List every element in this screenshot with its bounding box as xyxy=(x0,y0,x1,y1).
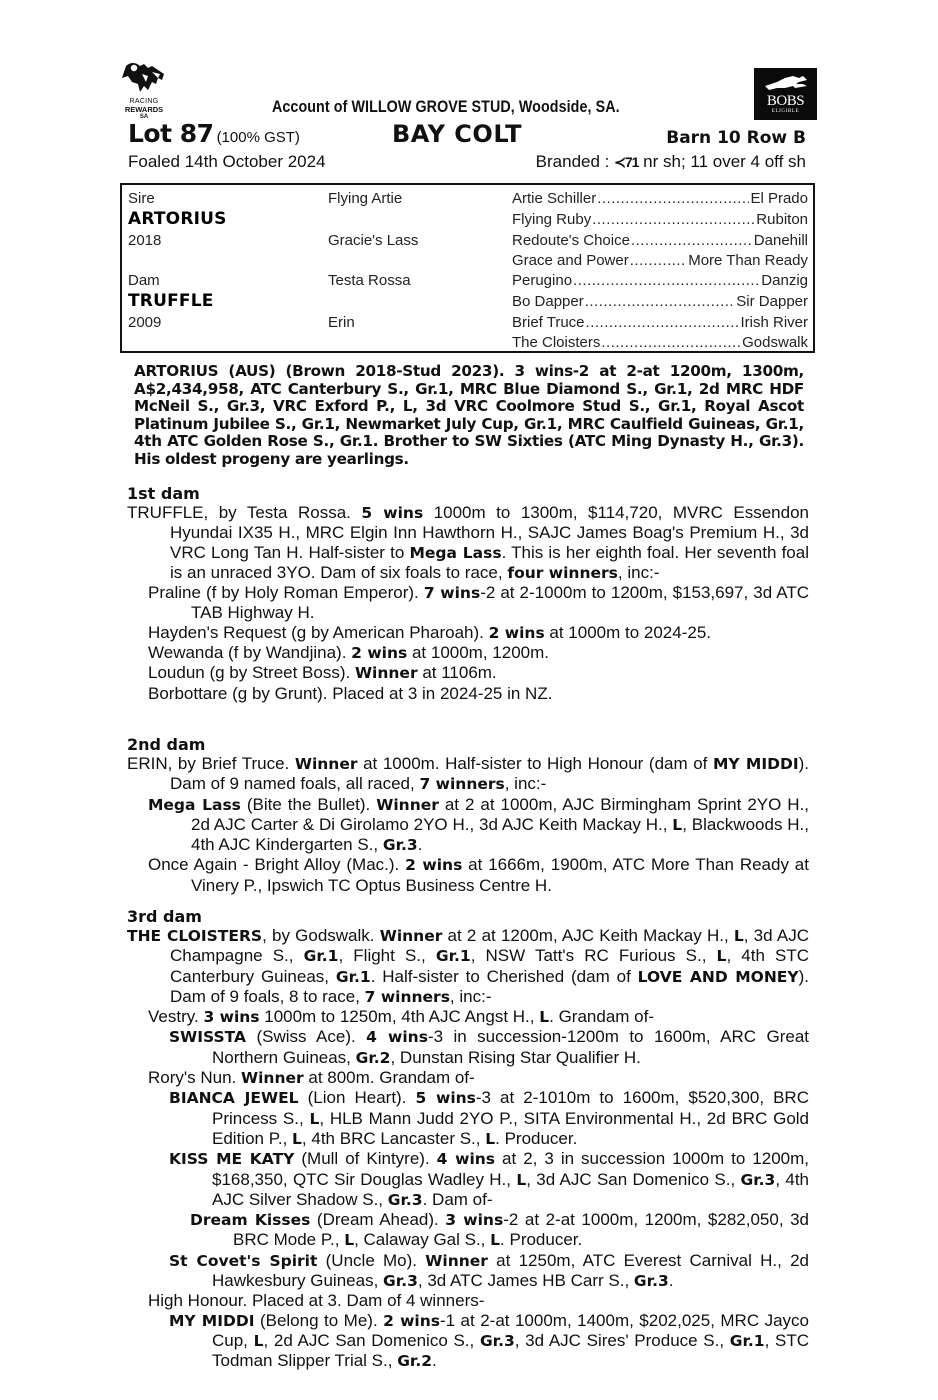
logo-text-sa: SA xyxy=(139,114,149,120)
bold-text: L xyxy=(716,947,727,966)
text: Rory's Nun. xyxy=(148,1068,241,1088)
bold-text: Gr.3 xyxy=(383,1272,418,1291)
bold-text: Gr.3 xyxy=(387,1190,423,1209)
text: , 3d ATC James HB Carr S., xyxy=(417,1271,634,1291)
bold-text: Winner xyxy=(354,664,418,683)
bold-text: 7 winners xyxy=(419,775,505,794)
text: , inc:- xyxy=(617,562,660,582)
bold-text: Gr.3 xyxy=(479,1331,515,1350)
second-dam-section xyxy=(127,735,809,895)
text: . Half-sister to Cherished (dam of xyxy=(370,966,638,986)
vendor-account: Account of WILLOW GROVE STUD, Woodside, SA. xyxy=(272,97,620,116)
text: . Producer. xyxy=(495,1128,578,1148)
section-body xyxy=(127,926,809,1372)
brand-mark: ≺71 xyxy=(614,154,639,170)
text: . xyxy=(417,835,423,855)
leader-dots xyxy=(631,232,753,249)
text: at 1250m, ATC Everest Carnival H., 2d Hawkesbury Guineas, xyxy=(212,1250,809,1291)
text: , 4th AJC Silver Shadow S., xyxy=(212,1169,809,1209)
text: Vestry. xyxy=(148,1007,204,1027)
gen3-sire: Godswalk xyxy=(742,334,808,351)
text: -2 at 2-1000m to 1200m, $153,697, 3d ATC TAB Highway H. xyxy=(191,583,810,623)
text: , 3d AJC Sires' Produce S., xyxy=(514,1330,730,1350)
eligible-text: ELIGIBLE xyxy=(771,109,800,114)
bold-text: Gr.1 xyxy=(303,947,339,966)
text: (Dream Ahead). xyxy=(310,1210,446,1230)
bold-text: St Covet's Spirit xyxy=(169,1251,318,1270)
text: -2 at 2-at 1000m, 1200m, $282,050, 3d BRC Mode P., xyxy=(233,1210,810,1250)
text: , Dunstan Rising Star Qualifier H. xyxy=(390,1047,641,1067)
branded-label: Branded : xyxy=(535,152,615,171)
gen3-row xyxy=(512,314,808,331)
bold-text: L xyxy=(733,927,744,945)
text: (Uncle Mo). xyxy=(317,1250,426,1270)
text: , by Godswalk. xyxy=(262,926,380,945)
leader-dots xyxy=(573,272,760,289)
gen3-horse: Bo Dapper xyxy=(512,293,584,310)
bold-text: Dream Kisses xyxy=(190,1211,311,1230)
bobs-text: BOBS xyxy=(766,93,805,109)
pedigree-paragraph xyxy=(127,926,809,1007)
bold-text: MY MIDDI xyxy=(169,1311,255,1330)
foaled-date: Foaled 14th October 2024 xyxy=(128,152,326,171)
text: Borbottare (g by Grunt). Placed at 3 in 2024-25 in NZ. xyxy=(148,683,553,703)
jockey-horse-icon xyxy=(118,60,170,98)
gen3-horse: Artie Schiller xyxy=(512,190,597,207)
barn-location: Barn 10 Row B xyxy=(666,128,806,148)
text: , 4th BRC Lancaster S., xyxy=(301,1128,486,1148)
text: at 800m. Grandam of- xyxy=(303,1068,475,1088)
bold-text: BIANCA JEWEL xyxy=(169,1089,299,1108)
text: . xyxy=(432,1351,437,1371)
text: , 2d AJC San Domenico S., xyxy=(263,1330,480,1350)
sire-label: Sire xyxy=(128,190,155,207)
text: . This is her eighth foal. Her seventh foal is an unraced 3YO. Dam of six foals to race, xyxy=(170,542,809,582)
bold-text: Gr.2 xyxy=(355,1048,391,1067)
section-title: 1st dam xyxy=(127,484,200,503)
text: Once Again - Bright Alloy (Mac.). xyxy=(148,855,406,875)
text: . Dam of- xyxy=(422,1189,493,1209)
text: , NSW Tatt's RC Furious S., xyxy=(470,946,717,966)
bold-text: THE CLOISTERS xyxy=(127,927,263,945)
pedigree-paragraph xyxy=(127,623,809,643)
text: . Producer. xyxy=(500,1230,583,1250)
gen2-dam-dam: Erin xyxy=(328,314,355,331)
gen3-row xyxy=(512,232,808,249)
bold-text: Winner xyxy=(241,1069,304,1088)
text: 1000m to 1250m, 4th AJC Angst H., xyxy=(259,1007,540,1027)
text: 1000m to 1300m, $114,720, MVRC Essendon Hyundai IX35 H., MRC Elgin Inn Hawthorn H., SAJC James Boag's Premium H., 3d VRC Long Tan H. Half-sister to xyxy=(170,503,810,562)
gen3-row xyxy=(512,272,808,289)
text: . Grandam of- xyxy=(549,1007,654,1027)
text: -3 at 2-1010m to 1600m, $520,300, BRC Princess S., xyxy=(212,1088,809,1128)
text: , 4th STC Canterbury Guineas, xyxy=(170,946,809,986)
pedigree-paragraph xyxy=(127,754,809,795)
leader-dots xyxy=(597,190,749,207)
bold-text: L xyxy=(672,815,683,834)
pedigree-paragraph xyxy=(127,1251,809,1292)
bold-text: L xyxy=(309,1109,320,1128)
bold-text: Gr.1 xyxy=(729,1331,765,1350)
section-body xyxy=(127,503,809,703)
text: , STC Todman Slipper Trial S., xyxy=(212,1330,809,1371)
text: , Calaway Gal S., xyxy=(354,1230,491,1250)
sire-year: 2018 xyxy=(128,232,162,249)
text: Hayden's Request (g by American Pharoah). xyxy=(148,622,489,642)
bold-text: four winners xyxy=(507,563,618,582)
text: -1 at 2-at 1000m, 1400m, $202,025, MRC Jayco Cup, xyxy=(212,1310,809,1350)
bold-text: 7 winners xyxy=(364,987,450,1006)
text: , 3d AJC Champagne S., xyxy=(170,926,809,966)
gen3-sire: Danehill xyxy=(753,232,808,249)
pedigree-paragraph xyxy=(127,1149,809,1210)
bold-text: 7 wins xyxy=(423,584,481,603)
gen3-sire: More Than Ready xyxy=(688,252,808,269)
bold-text: Gr.1 xyxy=(435,947,471,966)
bold-text: Gr.3 xyxy=(740,1170,776,1189)
bold-text: 2 wins xyxy=(351,644,408,663)
text: at 2 at 1000m, AJC Birmingham Sprint 2YO H., 2d AJC Carter & Di Girolamo 2YO H., 3d AJC Keith Mackay H., xyxy=(191,794,810,834)
text: (Mull of Kintyre). xyxy=(294,1149,437,1169)
bold-text: 3 wins xyxy=(445,1211,504,1230)
racing-rewards-logo xyxy=(114,60,174,126)
bold-text: Gr.3 xyxy=(633,1272,669,1291)
gen3-horse: Perugino xyxy=(512,272,573,289)
text: , HLB Mann Judd 2YO P., SITA Environmental H., 2d BRC Gold Edition P., xyxy=(212,1108,810,1148)
pedigree-paragraph xyxy=(127,1027,809,1068)
first-dam-section xyxy=(127,484,809,703)
bold-text: Gr.2 xyxy=(397,1352,433,1371)
text: -3 in succession-1200m to 1600m, ARC Great Northern Guineas, xyxy=(212,1027,809,1067)
text: ). Dam of 9 named foals, all raced, xyxy=(170,754,809,794)
text: , Flight S., xyxy=(338,946,436,966)
text: at 2, 3 in succession 1000m to 1200m, $168,350, QTC Sir Douglas Wadley H., xyxy=(212,1149,809,1189)
text: , Blackwoods H., 4th AJC Kindergarten S., xyxy=(191,814,809,855)
bold-text: Winner xyxy=(294,755,358,773)
pedigree-paragraph xyxy=(127,643,809,663)
text: at 2 at 1200m, AJC Keith Mackay H., xyxy=(442,926,734,945)
text: ). Dam of 9 foals, 8 to race, xyxy=(170,966,809,1006)
bold-text: Winner xyxy=(379,927,443,945)
bold-text: Mega Lass xyxy=(148,795,241,814)
gen2-sire-sire: Flying Artie xyxy=(328,190,403,207)
text: (Lion Heart). xyxy=(298,1088,416,1108)
bold-text: 2 wins xyxy=(405,856,463,875)
bold-text: 2 wins xyxy=(488,623,545,642)
bold-text: SWISSTA xyxy=(169,1028,247,1047)
gen3-horse: Grace and Power xyxy=(512,252,629,269)
bold-text: L xyxy=(516,1170,527,1189)
bold-text: KISS ME KATY xyxy=(169,1150,295,1169)
text: , inc:- xyxy=(504,774,547,794)
gen3-horse: Flying Ruby xyxy=(512,211,592,228)
bold-text: L xyxy=(292,1129,302,1148)
gen3-sire: Danzig xyxy=(761,272,808,289)
pedigree-paragraph xyxy=(127,663,809,683)
bold-text: L xyxy=(490,1231,501,1250)
text: TRUFFLE, by Testa Rossa. xyxy=(127,503,362,522)
gen3-row xyxy=(512,293,808,310)
leader-dots xyxy=(586,314,740,331)
bold-text: L xyxy=(253,1331,264,1350)
pedigree-paragraph xyxy=(127,503,809,583)
dam-name: TRUFFLE xyxy=(128,291,214,311)
gen2-dam-sire: Testa Rossa xyxy=(328,272,411,289)
pedigree-paragraph xyxy=(127,1311,809,1372)
gen3-horse: The Cloisters xyxy=(512,334,601,351)
text: at 1666m, 1900m, ATC More Than Ready at Vinery P., Ipswich TC Optus Business Centre H. xyxy=(191,855,809,895)
sire-name: ARTORIUS xyxy=(128,209,227,229)
text: ERIN, by Brief Truce. xyxy=(127,754,295,773)
pedigree-table xyxy=(120,183,815,353)
gen3-row xyxy=(512,252,808,269)
horse-head-icon xyxy=(763,74,809,92)
section-title: 3rd dam xyxy=(127,907,202,926)
gen3-row xyxy=(512,211,808,228)
bold-text: Gr.1 xyxy=(335,967,371,986)
text: , inc:- xyxy=(449,986,492,1006)
text: (Swiss Ace). xyxy=(246,1027,367,1047)
leader-dots xyxy=(585,293,736,310)
branded-info xyxy=(536,152,806,172)
leader-dots xyxy=(592,211,755,228)
pedigree-paragraph xyxy=(127,1291,809,1310)
dam-year: 2009 xyxy=(128,314,162,331)
bold-text: L xyxy=(539,1008,550,1027)
gen3-sire: Sir Dapper xyxy=(736,293,808,310)
gen3-row xyxy=(512,334,808,351)
bold-text: MY MIDDI xyxy=(713,755,799,773)
gen3-row xyxy=(512,190,808,207)
sire-summary: ARTORIUS (AUS) (Brown 2018-Stud 2023). 3 wins-2 at 2-at 1200m, 1300m, A$2,434,958, ATC Canterbury S., Gr.1, MRC Blue Diamond S., Gr.1, 2d MRC HDF McNeil S., Gr.3, VRC Exford P., L, 3d VRC Coolmore Stud S., Gr.1, Royal Ascot Platinum Jubilee S., Gr.1, Newmarket July Cup, Gr.1, MRC Caulfield Guineas, Gr.1, 4th ATC Golden Rose S., Gr.1. Brother to SW Sixties (ATC Ming Dynasty H., Gr.3). His oldest progeny are yearlings. xyxy=(134,362,804,468)
sex-colour: BAY COLT xyxy=(392,120,523,148)
text: at 1106m. xyxy=(417,663,497,683)
text: Loudun (g by Street Boss). xyxy=(148,663,355,683)
section-title: 2nd dam xyxy=(127,735,206,754)
bobs-eligible-logo xyxy=(754,68,817,120)
lot-number: Lot 87 xyxy=(128,119,214,148)
gen3-horse: Brief Truce xyxy=(512,314,585,331)
gen3-sire: Irish River xyxy=(740,314,808,331)
logo-text-rewards: REWARDS xyxy=(124,105,164,114)
bold-text: 4 wins xyxy=(366,1028,428,1047)
bold-text: Gr.3 xyxy=(382,836,418,855)
text: High Honour. Placed at 3. Dam of 4 winners- xyxy=(148,1291,485,1311)
pedigree-paragraph xyxy=(127,795,809,856)
text: , 3d AJC San Domenico S., xyxy=(526,1169,741,1189)
bold-text: 5 wins xyxy=(361,504,424,522)
section-body xyxy=(127,754,809,895)
pedigree-paragraph xyxy=(127,855,809,895)
gst-note: (100% GST) xyxy=(216,129,300,146)
lot-heading xyxy=(128,119,300,148)
gen3-sire: El Prado xyxy=(750,190,808,207)
pedigree-paragraph xyxy=(127,684,809,703)
bold-text: 4 wins xyxy=(436,1150,496,1169)
text: Praline (f by Holy Roman Emperor). xyxy=(148,583,424,603)
bold-text: LOVE AND MONEY xyxy=(637,967,799,986)
pedigree-paragraph xyxy=(127,1007,809,1027)
bold-text: 5 wins xyxy=(415,1089,476,1108)
bold-text: Winner xyxy=(376,795,439,814)
text: Wewanda (f by Wandjina). xyxy=(148,643,352,663)
bold-text: 3 wins xyxy=(203,1008,260,1027)
text: at 1000m, 1200m. xyxy=(407,643,549,663)
pedigree-paragraph xyxy=(127,1088,809,1149)
pedigree-paragraph xyxy=(127,583,809,623)
bold-text: L xyxy=(485,1129,496,1148)
third-dam-section xyxy=(127,907,809,1372)
text: (Bite the Bullet). xyxy=(240,794,377,814)
text: . xyxy=(668,1271,674,1291)
bold-text: 2 wins xyxy=(383,1311,440,1330)
bold-text: Winner xyxy=(425,1251,488,1270)
pedigree-paragraph xyxy=(127,1210,809,1251)
bold-text: L xyxy=(344,1231,355,1250)
gen3-sire: Rubiton xyxy=(756,211,808,228)
bold-text: Mega Lass xyxy=(409,543,502,562)
logo-text-racing: RACING xyxy=(129,98,159,105)
dam-label: Dam xyxy=(128,272,160,289)
text: at 1000m to 2024-25. xyxy=(544,622,712,642)
pedigree-paragraph xyxy=(127,1068,809,1088)
leader-dots xyxy=(630,252,687,269)
gen2-sire-dam: Gracie's Lass xyxy=(328,232,419,249)
text: (Belong to Me). xyxy=(254,1310,384,1330)
gen3-horse: Redoute's Choice xyxy=(512,232,630,249)
text: at 1000m. Half-sister to High Honour (dam of xyxy=(357,754,713,773)
branded-rest: nr sh; 11 over 4 off sh xyxy=(638,152,806,171)
leader-dots xyxy=(601,334,741,351)
